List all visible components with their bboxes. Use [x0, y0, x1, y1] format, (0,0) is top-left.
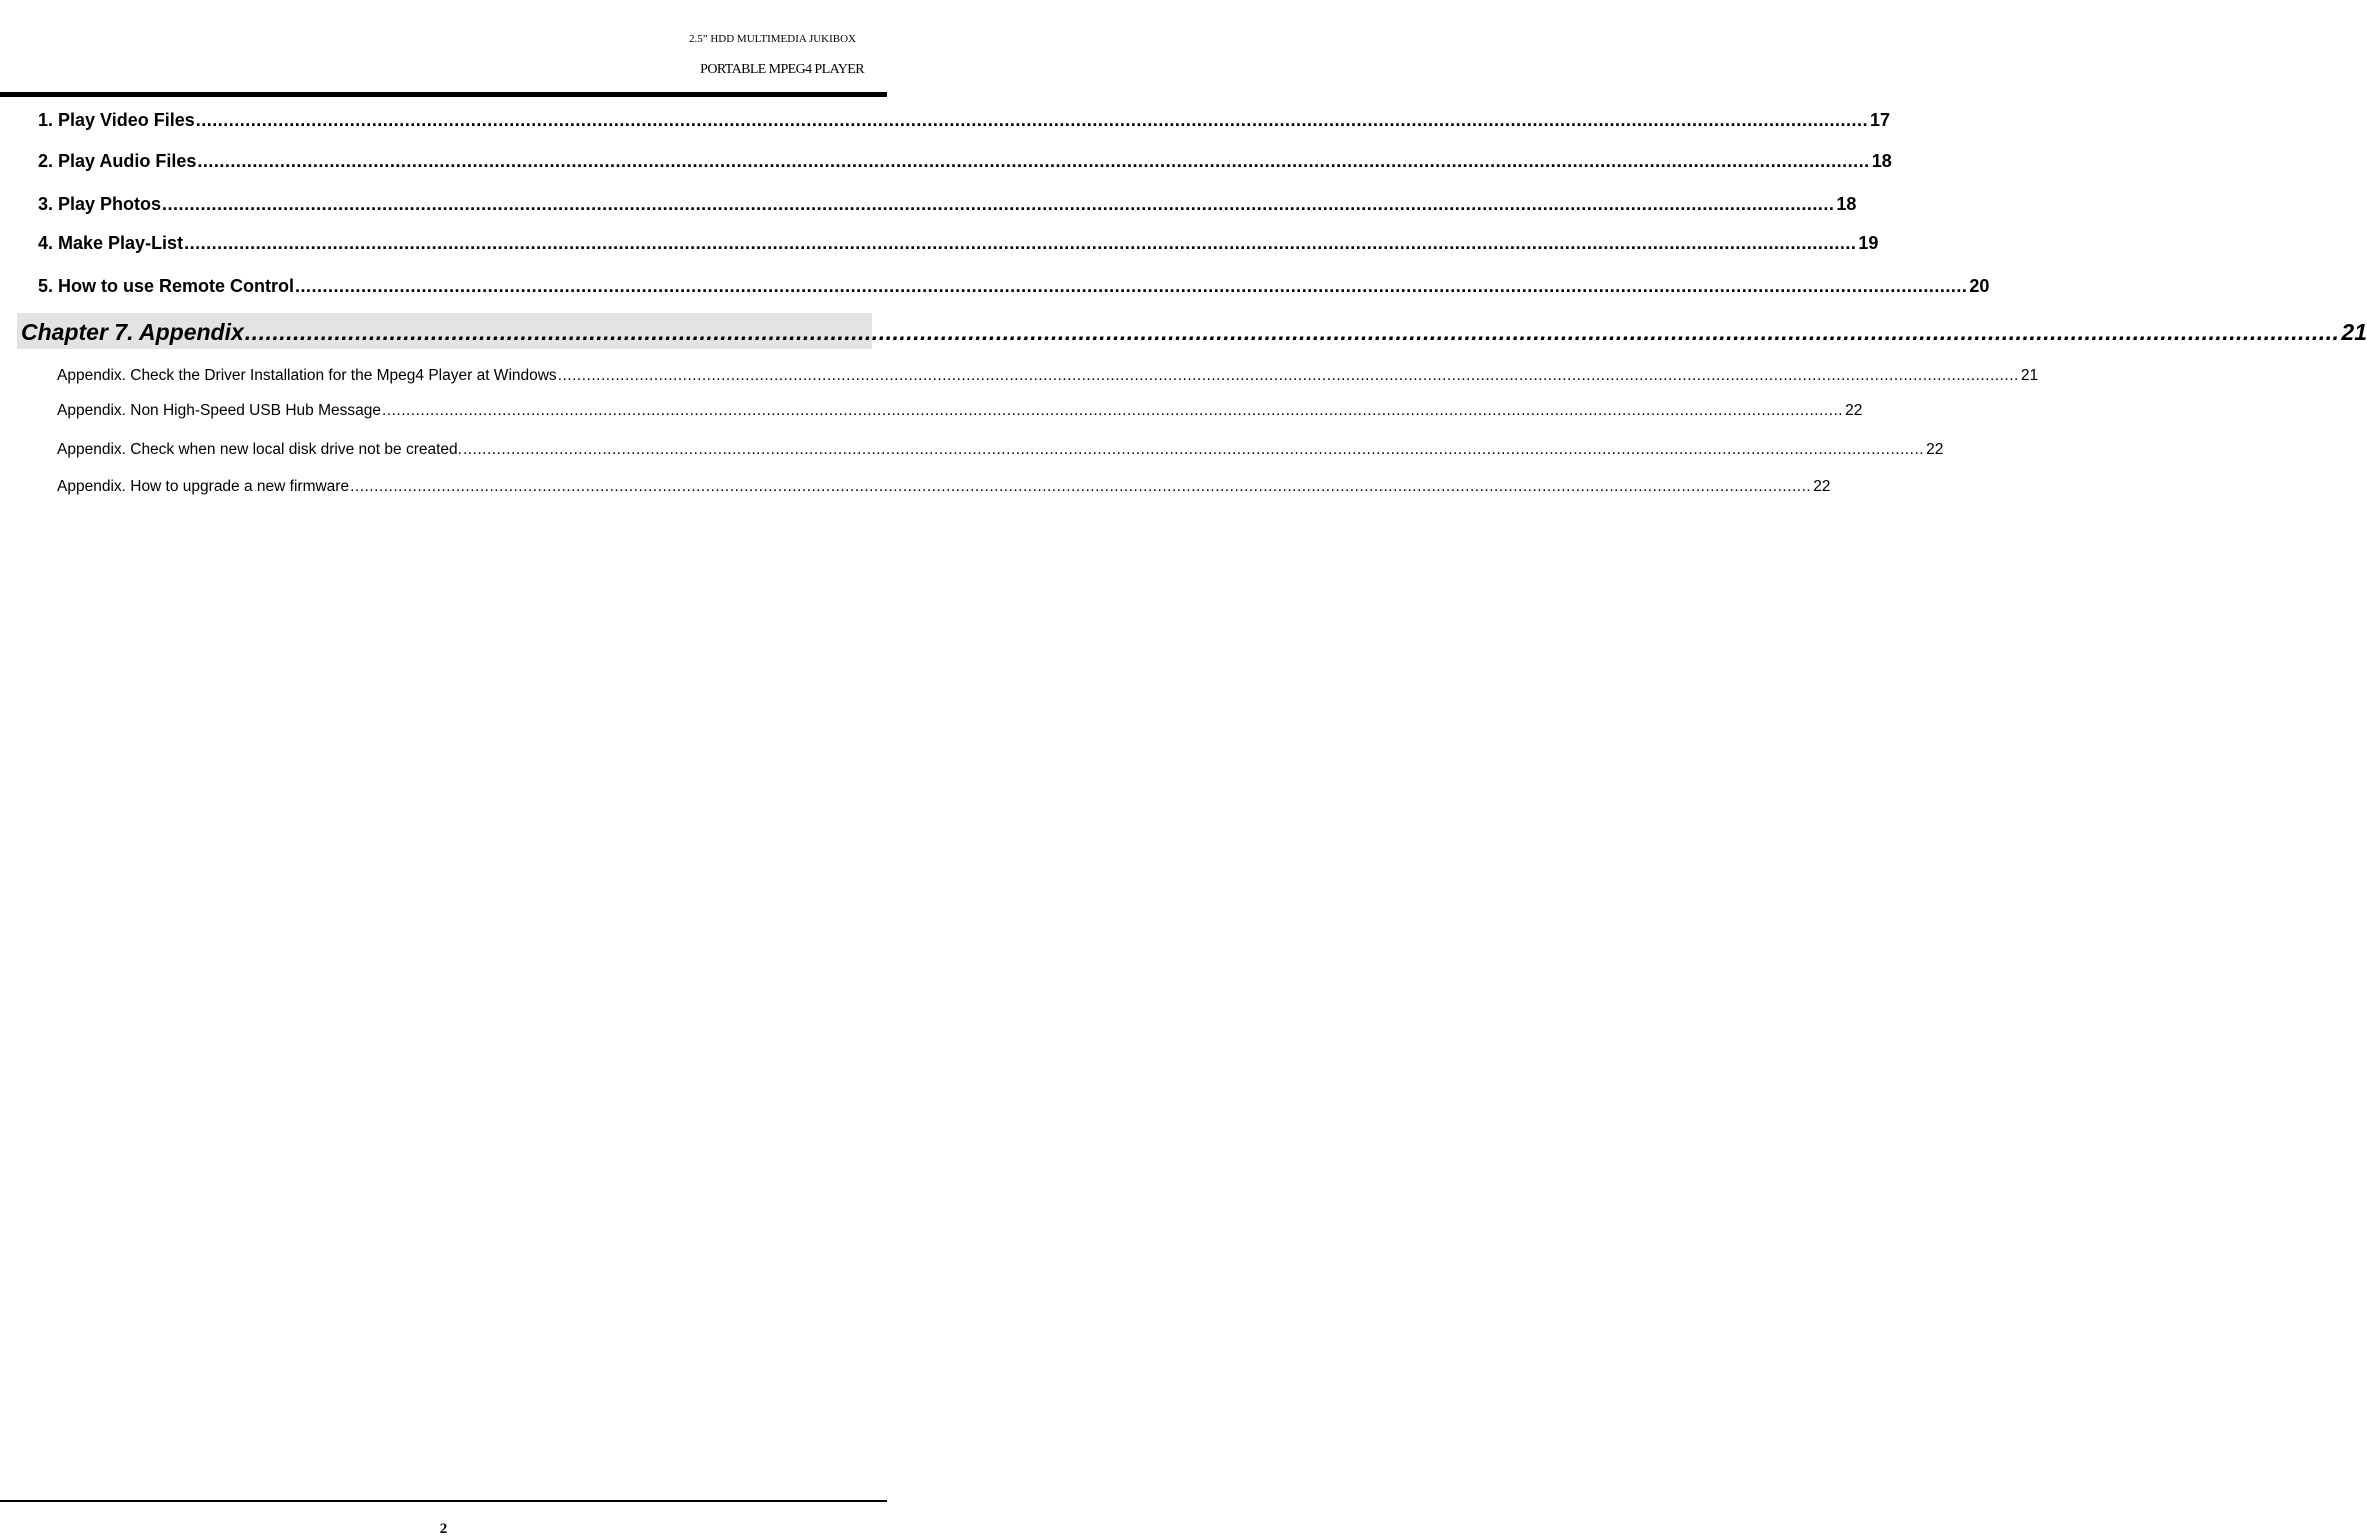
toc-entry-page: 19 — [1858, 233, 1879, 253]
header-rule — [0, 92, 887, 97]
footer-rule — [0, 1500, 887, 1502]
toc-leader-dots — [295, 276, 1967, 297]
toc-entry-label: Appendix. Check the Driver Installation for the Mpeg4 Player at Windows — [57, 367, 557, 384]
toc-entry-page: 22 — [1813, 478, 1831, 495]
toc-entry-appendix-firmware[interactable] — [57, 478, 1831, 500]
toc-entry-page: 18 — [1871, 151, 1892, 171]
page-header — [0, 0, 887, 100]
toc-entry-remote-control[interactable] — [38, 276, 1990, 304]
toc-leader-dots — [184, 233, 1856, 254]
toc-entry-label: 3. Play Photos — [38, 194, 162, 214]
toc-entry-appendix-local-disk[interactable] — [57, 441, 1944, 463]
toc-entry-page: 21 — [2020, 367, 2039, 384]
toc-entry-page: 18 — [1836, 194, 1857, 214]
toc-entry-page: 20 — [1969, 276, 1990, 296]
toc-entry-play-video-files[interactable] — [38, 110, 1891, 138]
toc-entry-appendix-usb-hub[interactable] — [57, 402, 1863, 424]
toc-entry-label: 2. Play Audio Files — [38, 151, 197, 171]
toc-entry-label: 4. Make Play-List — [38, 233, 184, 253]
toc-leader-dots — [196, 110, 1868, 131]
toc-chapter-appendix[interactable] — [17, 313, 2367, 349]
header-product-title: PORTABLE MPEG4 PLAYER — [700, 62, 864, 77]
toc-entry-page: 22 — [1926, 441, 1944, 458]
toc-entry-play-audio-files[interactable] — [38, 151, 1892, 179]
toc-leader-dots — [245, 319, 2340, 346]
toc-entry-page: 22 — [1845, 402, 1863, 419]
toc-entry-page: 17 — [1870, 110, 1891, 130]
toc-entry-make-play-list[interactable] — [38, 233, 1879, 261]
toc-leader-dots — [162, 194, 1834, 215]
toc-leader-dots — [382, 402, 1843, 420]
toc-entry-label: 5. How to use Remote Control — [38, 276, 295, 296]
header-product-line: 2.5” HDD MULTIMEDIA JUKIBOX — [688, 33, 856, 45]
toc-entry-label: Appendix. Check when new local disk drive not be created. — [57, 441, 462, 458]
toc-chapter-page: 21 — [2341, 319, 2367, 345]
toc-entry-label: 1. Play Video Files — [38, 110, 195, 130]
toc-entry-label: Appendix. Non High-Speed USB Hub Message — [57, 402, 381, 419]
toc-leader-dots — [558, 367, 2019, 385]
toc-leader-dots — [350, 478, 1811, 496]
toc-entry-play-photos[interactable] — [38, 194, 1857, 222]
toc-entry-appendix-driver-installation[interactable] — [57, 367, 2039, 389]
toc-entry-label: Appendix. How to upgrade a new firmware — [57, 478, 350, 495]
page-number: 2 — [439, 1521, 448, 1537]
toc-chapter-label: Chapter 7. Appendix — [21, 319, 244, 345]
toc-leader-dots — [463, 441, 1924, 459]
toc-leader-dots — [197, 151, 1869, 172]
